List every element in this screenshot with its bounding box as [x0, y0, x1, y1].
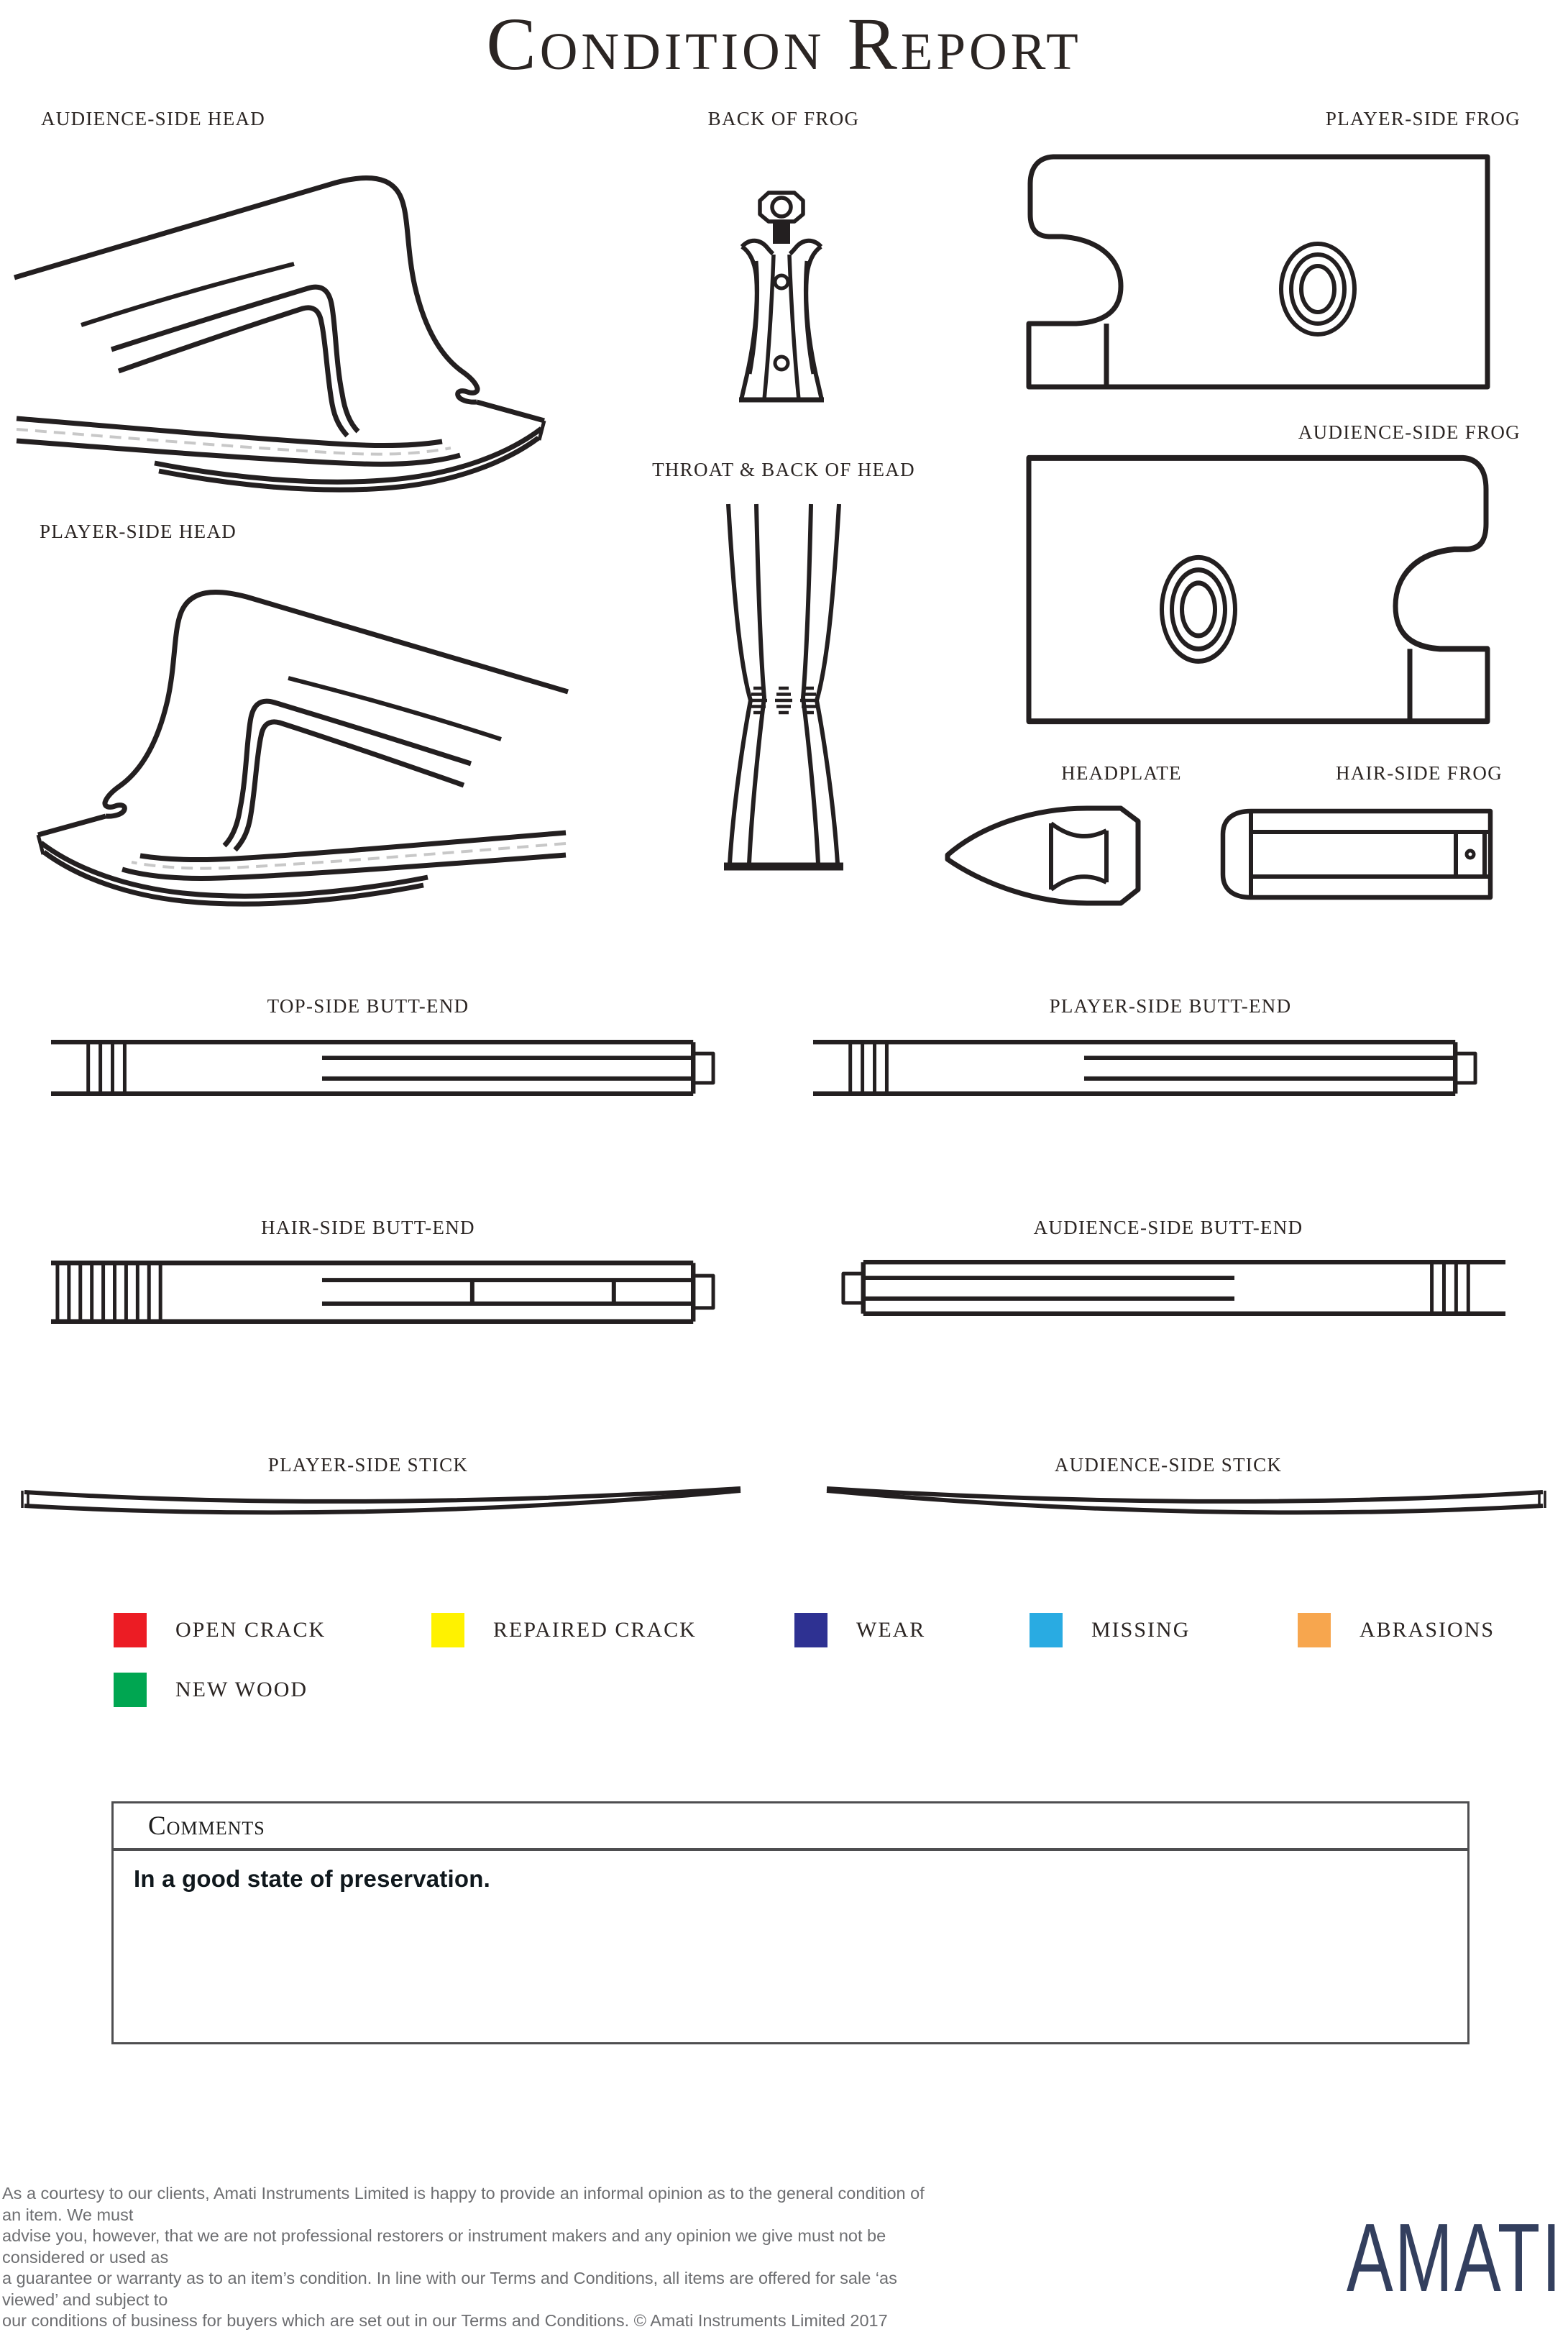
comments-text: In a good state of preservation.	[134, 1865, 490, 1892]
label-player-side-head: PLAYER-SIDE HEAD	[40, 521, 237, 542]
audience-side-frog-diagram	[1024, 453, 1492, 726]
player-side-stick-diagram	[13, 1484, 746, 1517]
player-side-frog-diagram	[1024, 152, 1492, 391]
headplate-diagram	[943, 803, 1173, 909]
legend-label-wear: WEAR	[856, 1618, 926, 1642]
label-back-of-frog: BACK OF FROG	[707, 108, 860, 129]
player-side-butt-end-diagram	[811, 1038, 1483, 1097]
legend-swatch-repaired-crack	[431, 1613, 464, 1647]
throat-back-of-head-diagram	[719, 500, 848, 871]
audience-side-butt-end-diagram	[835, 1258, 1508, 1317]
label-audience-side-stick: AUDIENCE-SIDE STICK	[1054, 1454, 1283, 1476]
label-hair-side-butt-end: HAIR-SIDE BUTT-END	[261, 1217, 475, 1238]
legend-label-open-crack: OPEN CRACK	[175, 1618, 326, 1642]
label-top-side-butt-end: TOP-SIDE BUTT-END	[267, 995, 469, 1017]
audience-side-stick-diagram	[821, 1484, 1554, 1517]
label-player-side-butt-end: PLAYER-SIDE BUTT-END	[1049, 995, 1292, 1017]
legend-label-new-wood: NEW WOOD	[175, 1678, 308, 1701]
legend-label-abrasions: ABRASIONS	[1360, 1618, 1495, 1642]
label-audience-side-head: AUDIENCE-SIDE HEAD	[41, 108, 266, 129]
comments-heading: Comments	[114, 1803, 1467, 1851]
legend-label-missing: MISSING	[1091, 1618, 1191, 1642]
footer-disclaimer	[2, 2183, 937, 2332]
legend-swatch-missing	[1030, 1613, 1063, 1647]
top-side-butt-end-diagram	[49, 1038, 721, 1097]
footer-line: As a courtesy to our clients, Amati Instruments Limited is happy to provide an informal opinion as to the general condition of an item. We must	[2, 2184, 925, 2224]
legend-swatch-new-wood	[114, 1673, 147, 1707]
footer-line: advise you, however, that we are not professional restorers or instrument makers and any opinion we give must not be considered or used as	[2, 2226, 886, 2267]
label-audience-side-butt-end: AUDIENCE-SIDE BUTT-END	[1033, 1217, 1303, 1238]
legend-label-repaired-crack: REPAIRED CRACK	[493, 1618, 697, 1642]
comments-box	[111, 1801, 1470, 2044]
audience-side-head-diagram	[11, 141, 572, 461]
footer-line: a guarantee or warranty as to an item’s condition. In line with our Terms and Conditions, all items are offered for sale ‘as viewed’ and subject to	[2, 2269, 897, 2309]
label-throat-back-of-head: THROAT & BACK OF HEAD	[652, 459, 915, 480]
back-of-frog-diagram	[728, 188, 835, 404]
footer-line: our conditions of business for buyers which are set out in our Terms and Conditions. © Amati Instruments Limited 2017	[2, 2311, 888, 2330]
amati-logo: AMATI	[1346, 2203, 1562, 2312]
legend-swatch-abrasions	[1298, 1613, 1331, 1647]
label-player-side-stick: PLAYER-SIDE STICK	[267, 1454, 469, 1476]
player-side-head-diagram	[11, 555, 572, 875]
label-hair-side-frog: HAIR-SIDE FROG	[1336, 762, 1503, 784]
legend-swatch-open-crack	[114, 1613, 147, 1647]
hair-side-butt-end-diagram	[49, 1258, 721, 1327]
hair-side-frog-diagram	[1218, 807, 1495, 902]
page-title: Condition Report	[486, 3, 1082, 86]
label-audience-side-frog: AUDIENCE-SIDE FROG	[1298, 421, 1521, 443]
label-headplate: HEADPLATE	[1061, 762, 1182, 784]
label-player-side-frog: PLAYER-SIDE FROG	[1325, 108, 1521, 129]
legend-swatch-wear	[794, 1613, 827, 1647]
